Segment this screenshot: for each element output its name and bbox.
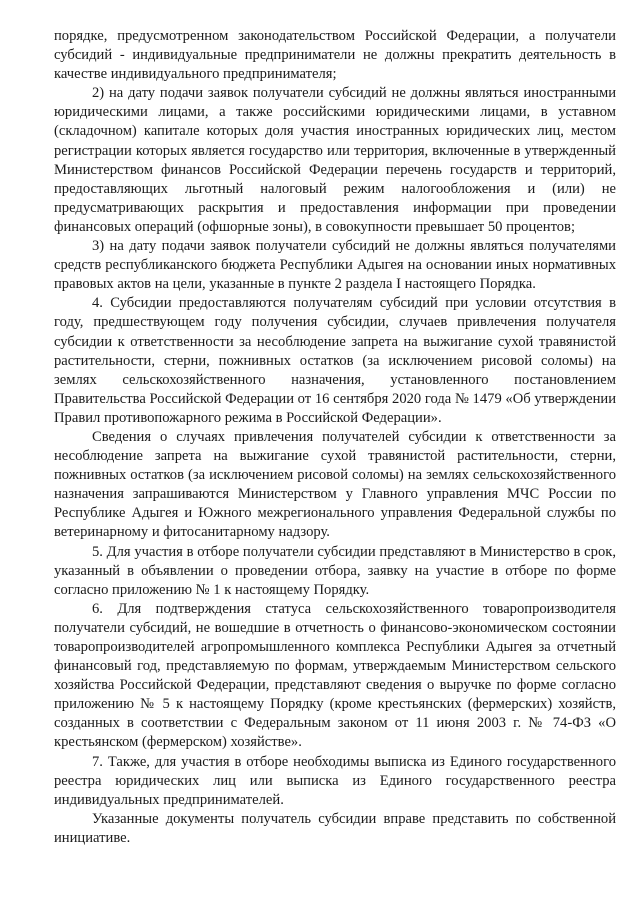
paragraph-section-5: 5. Для участия в отборе получатели субсидии представляют в Министерство в срок, указанный в объявлении о проведении отбора, заявку на участие в отборе по форме согласно приложению № 1 к настоящему Порядку. [54, 543, 616, 598]
paragraph-section-7-note: Указанные документы получатель субсидии вправе представить по собственной инициативе. [54, 810, 616, 846]
paragraph-item-3: 3) на дату подачи заявок получатели субсидий не должны являться получателями средств республиканского бюджета Республики Адыгея на основании иных нормативных правовых актов на цели, указанные в пункте 2 раздела I настоящего Порядка. [54, 238, 616, 293]
paragraph-section-6: 6. Для подтверждения статуса сельскохозяйственного товаропроизводителя получатели субсидий, не вошедшие в отчетность о финансово-экономическом состоянии товаропроизводителей агропромышленного комплекса Республики Адыгея за отчетный финансовый год, представляемую по формам, утверждаемым Министерством сельского хозяйства Российской Федерации, представляют сведения о выручке по форме согласно приложению № 5 к настоящему Порядку (кроме крестьянских (фермерских) хозяйств, созданных в соответствии с Федеральным законом от 11 июня 2003 г. № 74-ФЗ «О крестьянском (фермерском) хозяйстве». [54, 600, 616, 751]
paragraph-item-2: 2) на дату подачи заявок получатели субсидий не должны являться иностранными юридическими лицами, а также российскими юридическими лицами, в уставном (складочном) капитале которых доля участия иностранных юридических лиц, местом регистрации которых является государство или территория, включенные в утвержденный Министерством финансов Российской Федерации перечень государств и территорий, предоставляющих льготный налоговый режим налогообложения и (или) не предусматривающих раскрытия и предоставления информации при проведении финансовых операций (офшорные зоны), в совокупности превышает 50 процентов; [54, 85, 616, 235]
document-page [54, 27, 616, 848]
paragraph-section-4-info: Сведения о случаях привлечения получателей субсидии к ответственности за несоблюдение запрета на выжигание сухой травянистой растительности, стерни, пожнивных остатков (за исключением рисовой соломы) на землях сельскохозяйственного назначения запрашиваются Министерством у Главного управления МЧС России по Республике Адыгея и Южного межрегионального управления Федеральной службы по ветеринарному и фитосанитарному надзору. [54, 428, 616, 541]
paragraph-section-7: 7. Также, для участия в отборе необходимы выписка из Единого государственного реестра юридических лиц или выписка из Единого государственного реестра индивидуальных предпринимателей. [54, 753, 616, 808]
paragraph-section-4: 4. Субсидии предоставляются получателям субсидий при условии отсутствия в году, предшествующем году получения субсидии, случаев привлечения получателя субсидии к ответственности за несоблюдение запрета на выжигание сухой травянистой растительности, стерни, пожнивных остатков (за исключением рисовой соломы) на землях сельскохозяйственного назначения, установленного постановлением Правительства Российской Федерации от 16 сентября 2020 года № 1479 «Об утверждении Правил противопожарного режима в Российской Федерации». [54, 295, 616, 426]
paragraph-continuation: порядке, предусмотренном законодательством Российской Федерации, а получатели субсидий - индивидуальные предприниматели не должны прекратить деятельность в качестве индивидуального предпринимателя; [54, 28, 616, 83]
